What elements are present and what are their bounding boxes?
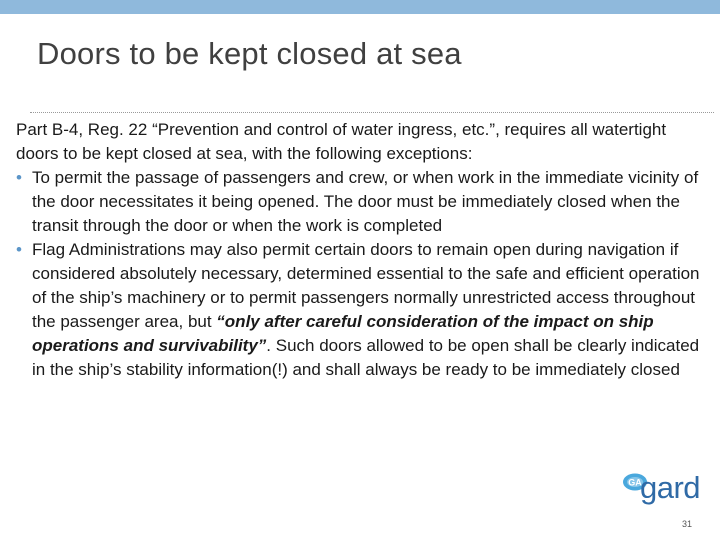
top-accent-bar [0,0,720,14]
bullet-icon: • [16,240,22,259]
logo-mark-text: GA [628,477,642,488]
list-item [16,238,706,382]
page-number: 31 [682,519,693,529]
bullet-text-emphasis: “only after careful consideration of the impact on ship operations and survivability” [32,312,654,355]
bullet-icon: • [16,168,22,187]
slide-title: Doors to be kept closed at sea [37,36,462,71]
bullet-text-start: Flag Administrations may also permit certain doors to remain open during navigation if considered absolutely necessary, determined essential to the safe and efficient operation of the ship’s machinery or to permit passengers normally unrestricted access throughout the passenger area, but [32,240,700,331]
list-item [16,166,706,238]
gard-logo [620,468,701,512]
bullet-text-end: . Such doors allowed to be open shall be clearly indicated in the ship’s stability information(!) and shall always be ready to be immediately closed [32,336,700,379]
slide-body [16,118,706,382]
bullet-text: To permit the passage of passengers and crew, or when work in the immediate vicinity of the door necessitates it being opened. The door must be immediately closed when the transit through the door or when the work is completed [32,168,699,235]
exceptions-list [16,166,706,382]
title-divider [30,112,714,113]
logo-wordmark: gard [640,470,701,505]
intro-paragraph: Part B-4, Reg. 22 “Prevention and control of water ingress, etc.”, requires all watertight doors to be kept closed at sea, with the following exceptions: [16,120,667,163]
